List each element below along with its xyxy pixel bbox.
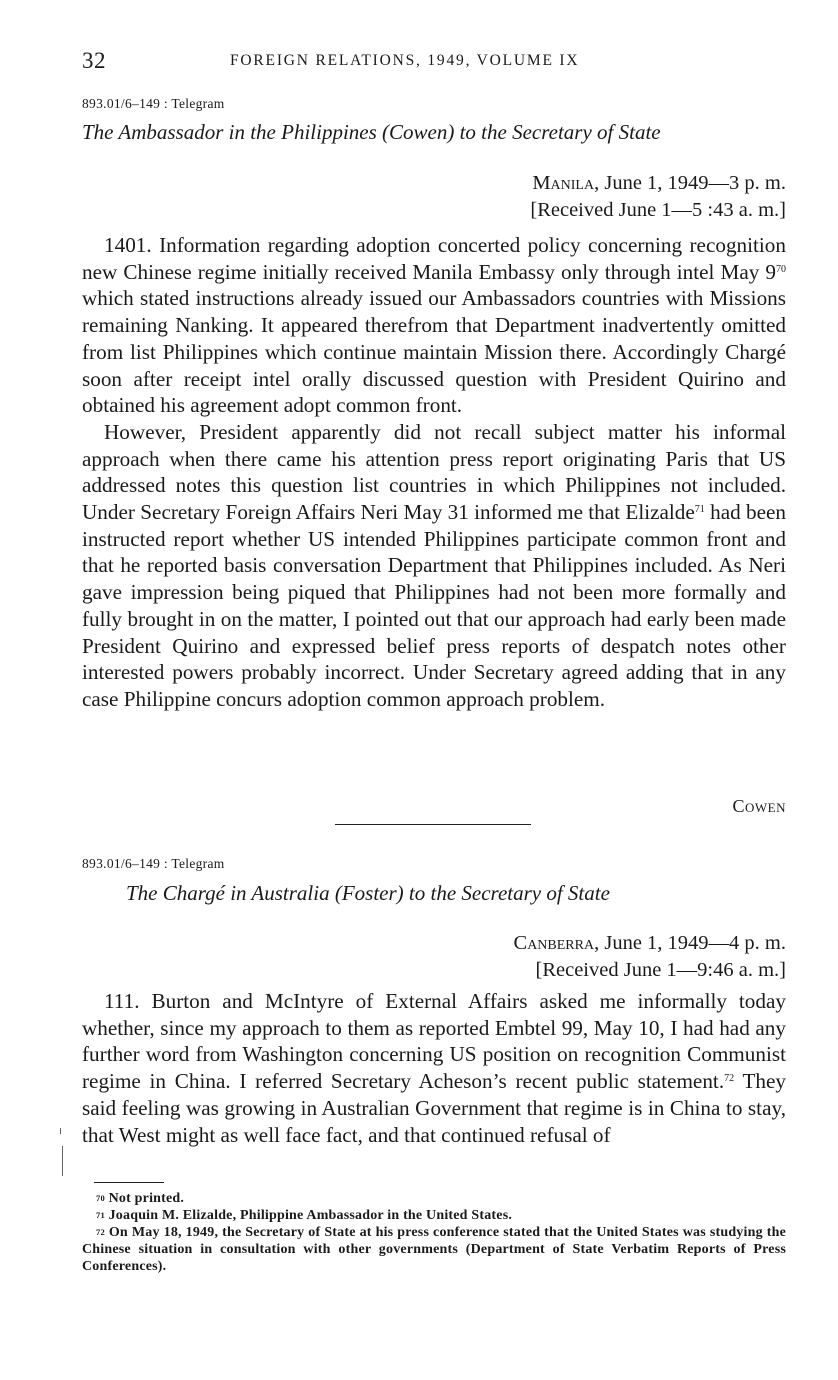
doc1-reference: 893.01/6–149 : Telegram bbox=[82, 96, 225, 111]
footnote-ref-70[interactable]: 70 bbox=[776, 263, 786, 275]
doc1-dateline bbox=[530, 170, 786, 224]
running-title: FOREIGN RELATIONS, 1949, VOLUME IX bbox=[230, 52, 580, 69]
doc1-date: , June 1, 1949—3 p. m. bbox=[594, 172, 786, 194]
doc2-received: [Received June 1—9:46 a. m.] bbox=[535, 959, 786, 981]
page-number: 32 bbox=[82, 48, 106, 73]
doc1-received: [Received June 1—5 :43 a. m.] bbox=[530, 199, 786, 221]
footnote-ref-72[interactable]: 72 bbox=[724, 1073, 735, 1085]
margin-marks bbox=[58, 1128, 66, 1180]
section-divider bbox=[335, 824, 531, 825]
margin-tick bbox=[60, 1128, 61, 1134]
doc2-reference: 893.01/6–149 : Telegram bbox=[82, 856, 225, 871]
doc2-paragraph-1: 111. Burton and McIntyre of External Affairs asked me informally today whether, since my approach to them as reported Embtel 99, May 10, I had had any further word from Washington concerning US position on recognition Communist regime in China. I referred Secretary Acheson’s recent public statement.$^{72}$ They said feeling was growing in Australian Government that regime is in China to stay, that West might as well face fact, and that continued refusal of bbox=[82, 989, 787, 1147]
footnotes bbox=[82, 1190, 786, 1275]
footnote-divider bbox=[94, 1182, 164, 1183]
footnote-71: $^{71}$ Joaquin M. Elizalde, Philippine Ambassador in the United States. bbox=[96, 1208, 513, 1223]
doc1-paragraph-1: 1401. Information regarding adoption concerted policy concerning recognition new Chinese regime initially received Manila Embassy only through intel May $9^{70}$ which stated instructions already issued our Ambassadors countries with Missions remaining Nanking. It appeared therefrom that Department inadvertently omitted from list Philippines which continue maintain Mission there. Accordingly Chargé soon after receipt intel orally discussed question with President Quirino and obtained his agreement adopt common front. bbox=[82, 233, 786, 418]
doc2-dateline bbox=[514, 930, 786, 984]
doc2-date: , June 1, 1949—4 p. m. bbox=[594, 932, 786, 954]
doc1-place: Manila bbox=[532, 172, 595, 194]
doc2-title: The Chargé in Australia (Foster) to the Secretary of State bbox=[126, 881, 610, 905]
doc1-title: The Ambassador in the Philippines (Cowen) to the Secretary of State bbox=[82, 120, 661, 144]
footnote-72: $^{72}$ On May 18, 1949, the Secretary of State at his press conference stated that the United States was studying the Chinese situation in consultation with other governments (Department of State Verbatim Reports of Press Conferences). bbox=[82, 1225, 786, 1274]
doc1-paragraph-2: However, President apparently did not recall subject matter his informal approach when there came his attention press report originating Paris that US addressed notes this question list countries in which Philippines not included. Under Secretary Foreign Affairs Neri May 31 informed me that Elizalde$^{71}$ had been instructed report whether US intended Philippines participate common front and that he reported basis conversation Department that Philippines included. As Neri gave impression being piqued that Philippines had not been more formally and fully brought in on the matter, I pointed out that our approach had early been made President Quirino and expressed belief press reports of despatch notes other interested powers probably incorrect. Under Secretary agreed adding that in any case Philippine concurs adoption common approach problem. bbox=[82, 419, 787, 711]
doc1-body bbox=[82, 232, 786, 713]
doc2-place: Canberra bbox=[513, 932, 595, 954]
footnote-ref-71[interactable]: 71 bbox=[694, 504, 705, 516]
running-head bbox=[82, 48, 788, 78]
doc2-body bbox=[82, 988, 786, 1148]
footnote-70: $^{70}$ Not printed. bbox=[96, 1191, 185, 1206]
doc1-signature: Cowen bbox=[732, 796, 786, 816]
margin-line bbox=[62, 1146, 63, 1176]
